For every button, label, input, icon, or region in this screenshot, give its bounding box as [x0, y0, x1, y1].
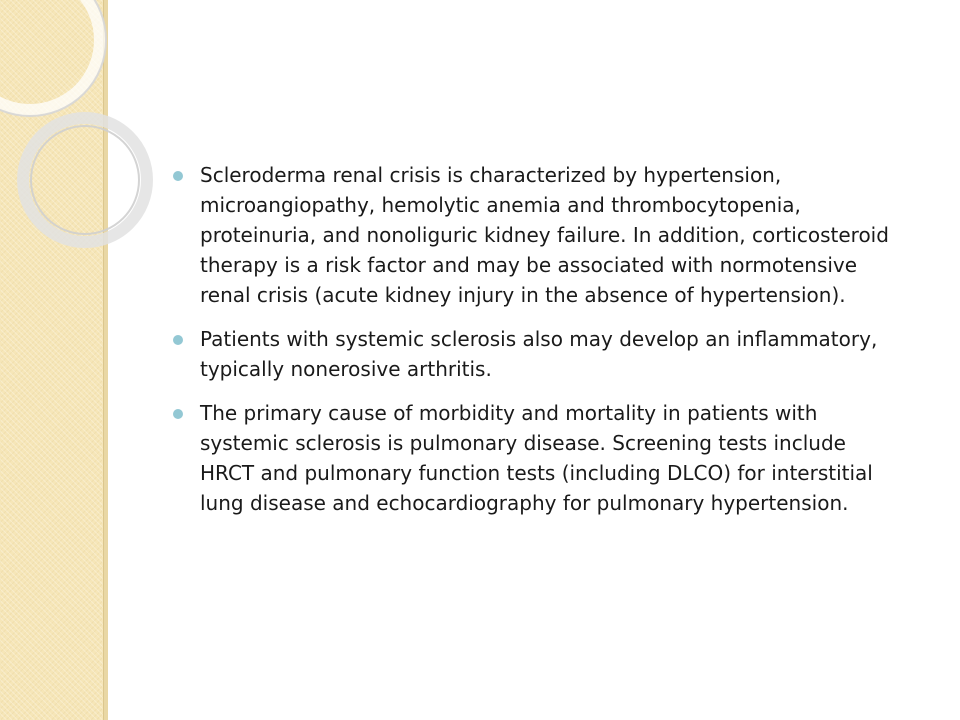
bullet-item-pulmonary: [170, 398, 900, 518]
bullet-item-arthritis: [170, 324, 900, 384]
bullet-dot-icon: [173, 171, 183, 181]
bullet-text-arthritis: Patients with systemic sclerosis also may develop an inflammatory, typically nonerosive arthritis.: [200, 327, 878, 381]
bullet-dot-icon: [173, 409, 183, 419]
bullet-dot-icon: [173, 335, 183, 345]
bullet-text-pulmonary: The primary cause of morbidity and mortality in patients with systemic sclerosis is pulmonary disease. Screening tests include HRCT and pulmonary function tests (including DLCO) for interstitial lung disease and echocardiography for pulmonary hypertension.: [200, 401, 873, 515]
bullet-list: [170, 160, 900, 532]
bullet-item-renal-crisis: [170, 160, 900, 310]
bullet-text-renal-crisis: Scleroderma renal crisis is characterized by hypertension, microangiopathy, hemolytic anemia and thrombocytopenia, proteinuria, and nonoliguric kidney failure. In addition, corticosteroid therapy is a risk factor and may be associated with normotensive renal crisis (acute kidney injury in the absence of hypertension).: [200, 163, 889, 307]
decorative-ring-small: [23, 118, 147, 242]
decorative-ring-small-outline: [31, 126, 139, 234]
